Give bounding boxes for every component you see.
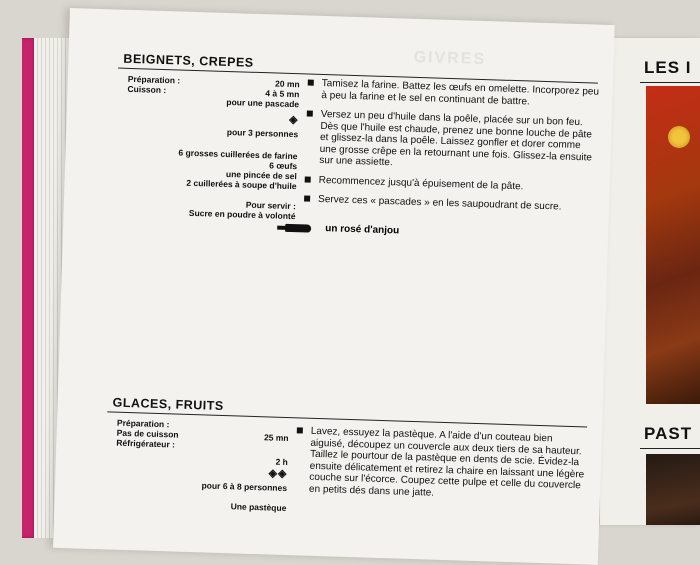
bullet-icon xyxy=(297,427,303,433)
meta-label: Cuisson : xyxy=(127,84,166,95)
casserole-icon: ◈ xyxy=(127,110,299,125)
plate-illustration xyxy=(668,126,690,148)
right-page xyxy=(600,38,700,525)
ingredient: Une pastèque xyxy=(114,498,286,513)
meta-label: Réfrigérateur : xyxy=(116,438,175,450)
recipe-meta-glaces xyxy=(114,418,289,513)
background-title: GIVRES xyxy=(413,49,486,69)
step-text: Lavez, essuyez la pastèque. A l'aide d'un couteau bien aiguisé, découpez un couvercle aux deux tiers de sa hauteur. Taillez le pourtour de la pastèque en dents de scie. Évidez-la ensuite délicatement et retirez la chaire en laissant une légère couche sur l'écorce. Coupez cette pulpe et celle du couvercle en petits dés dans une jatte. xyxy=(309,426,585,498)
recipe-page xyxy=(53,8,615,565)
meta-label: Préparation : xyxy=(117,418,170,430)
step xyxy=(305,108,599,175)
recipe-meta-beignets xyxy=(123,74,299,221)
meta-label: Pas de cuisson xyxy=(117,428,179,440)
serve-label: Pour servir : xyxy=(124,196,296,211)
step xyxy=(295,425,589,503)
right-page-title-1: LES I xyxy=(644,58,692,78)
wine-pairing xyxy=(285,222,399,237)
step xyxy=(305,174,597,195)
food-photo xyxy=(646,86,700,404)
fridge-time: 2 h xyxy=(116,452,288,467)
step-text: Recommencez jusqu'à épuisement de la pâte. xyxy=(319,174,524,191)
right-page-rule xyxy=(640,82,700,83)
recipe-steps-beignets xyxy=(304,78,600,223)
bullet-icon xyxy=(308,80,314,86)
section-title-beignets: BEIGNETS, CREPES xyxy=(123,52,254,70)
bullet-icon xyxy=(304,195,310,201)
servings: pour 3 personnes xyxy=(126,124,298,139)
step xyxy=(304,193,596,214)
right-page-title-2: PAST xyxy=(644,424,692,444)
meta-label: Préparation : xyxy=(128,74,181,86)
per-pascade: pour une pascade xyxy=(127,94,299,109)
food-photo-2 xyxy=(646,454,700,525)
step-text: Versez un peu d'huile dans la poêle, placée sur un bon feu. Dès que l'huile est chaude, prenez une bonne louche de pâte et glissez-la dans la poêle. Laissez gonfler et dorer comme une grosse crêpe en la retournant une fois. Glissez-la ensuite sur une assiette. xyxy=(319,109,592,168)
step-text: Tamisez la farine. Battez les œufs en omelette. Incorporez peu à peu la farine et le sel en continuant de battre. xyxy=(321,78,599,107)
right-page-rule-2 xyxy=(640,448,700,449)
wine-bottle-icon xyxy=(285,223,311,232)
ingredient: une pincée de sel xyxy=(125,166,297,181)
casseroles-icon: ◈◈ xyxy=(115,464,287,479)
step-text: Servez ces « pascades » en les saupoudrant de sucre. xyxy=(318,194,562,213)
meta-value: 25 mn xyxy=(264,432,289,443)
servings: pour 6 à 8 personnes xyxy=(115,478,287,493)
section-title-glaces: GLACES, FRUITS xyxy=(112,396,224,413)
meta-value: 20 mn xyxy=(275,78,300,89)
ingredient: 6 œufs xyxy=(125,156,297,171)
meta-value: 4 à 5 mn xyxy=(265,88,299,99)
serve-value: Sucre en poudre à volonté xyxy=(123,206,295,221)
ingredient: 2 cuillerées à soupe d'huile xyxy=(124,176,296,191)
bullet-icon xyxy=(305,176,311,182)
recipe-steps-glaces xyxy=(295,425,589,511)
wine-name: un rosé d'anjou xyxy=(325,223,399,236)
bullet-icon xyxy=(307,110,313,116)
ingredient: 6 grosses cuillerées de farine xyxy=(125,146,297,161)
